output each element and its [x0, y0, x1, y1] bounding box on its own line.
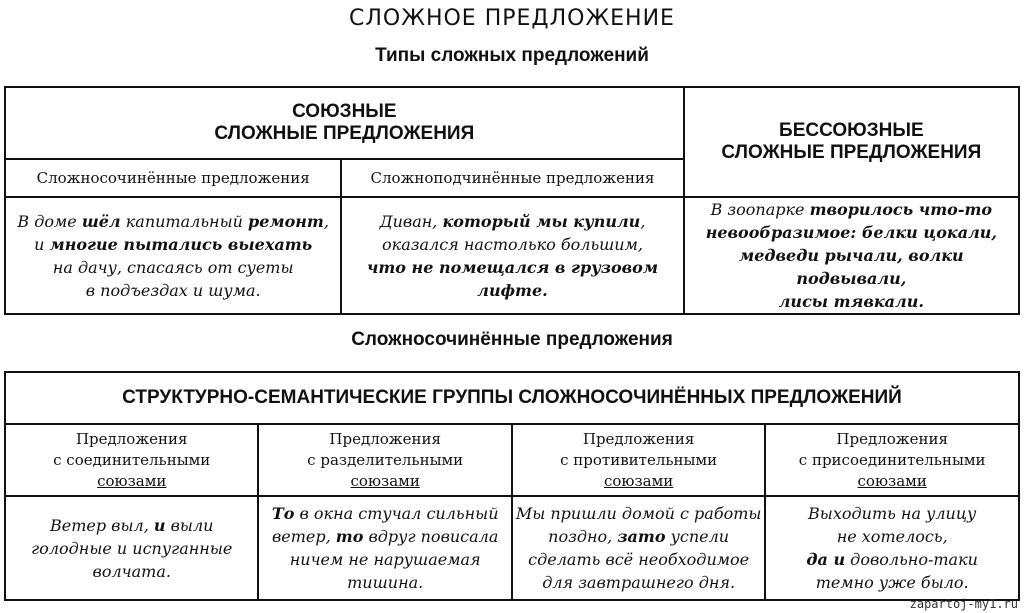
disjunctive-example: То в окна стучал сильный ветер, то вдруг повисала ничем не нарушаемая тишина. — [258, 496, 511, 600]
column-header-adjunctive: Предложения с присоединительными союзами — [765, 424, 1019, 496]
page-title: СЛОЖНОЕ ПРЕДЛОЖЕНИЕ — [349, 6, 675, 31]
column-header-connective: Предложения с соединительными союзами — [5, 424, 258, 496]
compound-example: В доме шёл капитальный ремонт, и многие пытались выехать на дачу, спасаясь от суеты в подъездах и шума. — [5, 197, 341, 314]
column-header-adversative: Предложения с противительными союзами — [512, 424, 765, 496]
compound-label: Сложносочинённые предложения — [5, 159, 341, 197]
adjunctive-example: Выходить на улицу не хотелось, да и довольно-таки темно уже было. — [765, 496, 1019, 600]
groups-header: СТРУКТУРНО-СЕМАНТИЧЕСКИЕ ГРУППЫ СЛОЖНОСОЧИНЁННЫХ ПРЕДЛОЖЕНИЙ — [5, 372, 1019, 424]
section-title-compound: Сложносочинённые предложения — [351, 329, 673, 350]
complex-label: Сложноподчинённые предложения — [341, 159, 683, 197]
column-header-disjunctive: Предложения с разделительными союзами — [258, 424, 511, 496]
section-title-types: Типы сложных предложений — [375, 45, 649, 66]
types-table — [4, 86, 1020, 315]
watermark: zapartoj-my1.ru — [909, 597, 1018, 611]
union-header: СОЮЗНЫЕ СЛОЖНЫЕ ПРЕДЛОЖЕНИЯ — [5, 87, 684, 159]
adversative-example: Мы пришли домой с работы поздно, зато успели сделать всё необходимое для завтрашнего дня. — [512, 496, 765, 600]
nonunion-header: БЕССОЮЗНЫЕ СЛОЖНЫЕ ПРЕДЛОЖЕНИЯ — [684, 87, 1019, 197]
connective-example: Ветер выл, и выли голодные и испуганные волчата. — [5, 496, 258, 600]
groups-table — [4, 371, 1020, 601]
nonunion-example: В зоопарке творилось что-то невообразимое: белки цокали, медведи рычали, волки подвывали, лисы тявкали. — [684, 197, 1019, 314]
complex-example: Диван, который мы купили, оказался настолько большим, что не помещался в грузовом лифте. — [341, 197, 683, 314]
